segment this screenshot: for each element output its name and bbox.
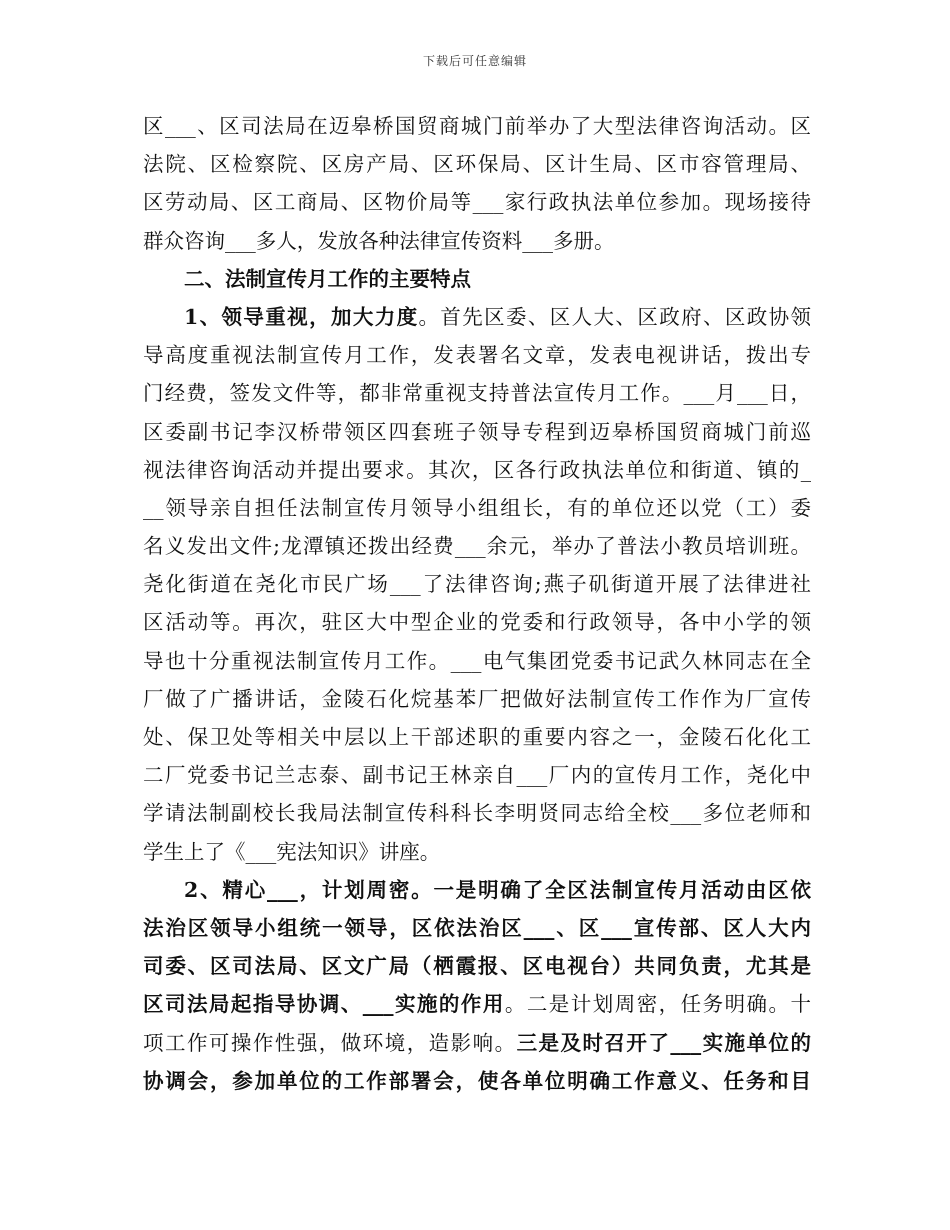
text-run: 学生上了《___宪法知识》讲座。 xyxy=(143,839,441,864)
text-line xyxy=(143,871,811,909)
text-line xyxy=(143,527,811,565)
text-line xyxy=(143,985,811,1023)
text-run: 项工作可操作性强，做环境，造影响。 xyxy=(143,1030,517,1055)
document-body xyxy=(143,107,811,1100)
text-run: 导高度重视法制宣传月工作，发表署名文章，发表电视讲话，拨出专 xyxy=(143,343,811,368)
text-run: 法院、区检察院、区房产局、区环保局、区计生局、区市容管理局、 xyxy=(143,152,811,177)
text-run: 区___、区司法局在迈皋桥国贸商城门前举办了大型法律咨询活动。区 xyxy=(143,114,811,138)
text-run: 厂做了广播讲话，金陵石化烷基苯厂把做好法制宣传工作作为厂宣传 xyxy=(143,686,811,711)
text-run: 二厂党委书记兰志泰、副书记王林亲自___厂内的宣传月工作，尧化中 xyxy=(143,763,811,788)
text-line xyxy=(143,565,811,603)
text-line xyxy=(143,145,811,183)
text-run-bold: 法治区领导小组统一领导，区依法治区___、区___宣传部、区人大内 xyxy=(143,915,811,940)
text-line xyxy=(143,1062,811,1100)
text-line xyxy=(143,374,811,412)
text-run: 。二是计划周密，任务明确。十 xyxy=(504,992,812,1017)
text-line xyxy=(143,298,811,336)
section-heading xyxy=(143,260,811,298)
text-line xyxy=(143,183,811,221)
text-run-bold: 协调会，参加单位的工作部署会，使各单位明确工作意义、任务和目 xyxy=(143,1068,811,1093)
text-line xyxy=(143,909,811,947)
text-line xyxy=(143,642,811,680)
text-run: __领导亲自担任法制宣传月领导小组组长，有的单位还以党（工）委 xyxy=(143,495,811,520)
text-line xyxy=(143,489,811,527)
text-line xyxy=(143,413,811,451)
text-run: 学请法制副校长我局法制宣传科科长李明贤同志给全校___多位老师和 xyxy=(143,801,811,826)
page-header: 下载后可任意编辑 xyxy=(422,54,527,68)
text-run-bold: 1、领导重视，加大力度 xyxy=(184,304,419,329)
text-line xyxy=(143,833,811,871)
text-line xyxy=(143,794,811,832)
text-run: 二、法制宣传月工作的主要特点 xyxy=(184,266,471,291)
text-run: 名义发出文件;龙潭镇还拨出经费___余元，举办了普法小教员培训班。 xyxy=(143,534,811,559)
text-run: 导也十分重视法制宣传月工作。___电气集团党委书记武久林同志在全 xyxy=(143,648,811,673)
text-line xyxy=(143,451,811,489)
text-run: 。首先区委、区人大、区政府、区政协领 xyxy=(418,304,812,329)
text-line xyxy=(143,1024,811,1062)
text-line xyxy=(143,756,811,794)
text-line xyxy=(143,603,811,641)
text-line xyxy=(143,718,811,756)
text-line xyxy=(143,336,811,374)
text-line xyxy=(143,107,811,145)
text-line xyxy=(143,680,811,718)
text-run: 处、保卫处等相关中层以上干部述职的重要内容之一，金陵石化化工 xyxy=(143,725,811,749)
text-run: 区委副书记李汉桥带领区四套班子领导专程到迈皋桥国贸商城门前巡 xyxy=(143,419,811,444)
text-line xyxy=(143,222,811,260)
text-run: 尧化街道在尧化市民广场___了法律咨询;燕子矶街道开展了法律进社 xyxy=(143,572,811,597)
text-run: 区活动等。再次，驻区大中型企业的党委和行政领导，各中小学的领 xyxy=(143,610,811,635)
text-run-bold: 司委、区司法局、区文广局（栖霞报、区电视台）共同负责，尤其是 xyxy=(143,954,811,979)
text-run-bold: 区司法局起指导协调、___实施的作用 xyxy=(143,992,505,1017)
text-run: 视法律咨询活动并提出要求。其次，区各行政执法单位和街道、镇的_ xyxy=(143,457,811,482)
text-run-bold: 2、精心___，计划周密。一是明确了全区法制宣传月活动由区依 xyxy=(184,877,811,902)
text-run: 群众咨询___多人，发放各种法律宣传资料___多册。 xyxy=(143,228,615,253)
text-run-bold: 三是及时召开了___实施单位的 xyxy=(516,1030,812,1055)
text-line xyxy=(143,947,811,985)
text-run: 门经费，签发文件等，都非常重视支持普法宣传月工作。___月___日， xyxy=(143,381,811,406)
text-run: 区劳动局、区工商局、区物价局等___家行政执法单位参加。现场接待 xyxy=(143,190,811,215)
